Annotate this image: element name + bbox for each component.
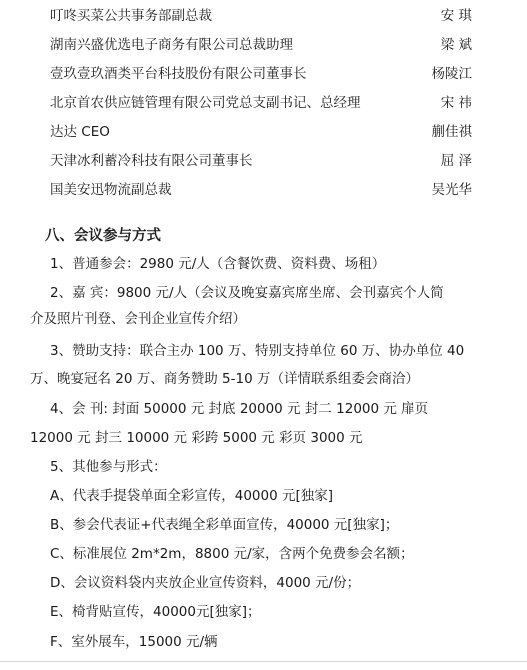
guest-name: 梁 斌 [440, 37, 472, 53]
guest-row [50, 92, 480, 114]
paragraph-line: 万、晚宴冠名 20 万、商务赞助 5-10 万（详情联系组委会商洽） [30, 371, 419, 387]
paragraph-line: D、会议资料袋内夹放企业宣传资料，4000 元/份； [50, 575, 361, 591]
paragraph-line: 2、嘉 宾：9800 元/人（会议及晚宴嘉宾席坐席、会刊嘉宾个人简 [50, 285, 444, 301]
guest-name: 安 琪 [440, 8, 472, 24]
paragraph-line: A、代表手提袋单面全彩宣传，40000 元[独家] [50, 488, 334, 504]
guest-name: 蒯佳祺 [431, 124, 472, 140]
guest-name: 屈 泽 [440, 153, 472, 169]
guest-title: 天津冰利蓄冷科技有限公司董事长 [50, 153, 253, 169]
guest-row [50, 63, 480, 85]
guest-title: 叮咚买菜公共事务部副总裁 [50, 8, 212, 24]
paragraph-line: 4、会 刊: 封面 50000 元 封底 20000 元 封二 12000 元 扉页 [50, 401, 429, 417]
paragraph-line: B、参会代表证+代表绳全彩单面宣传，40000 元[独家]； [50, 517, 399, 533]
paragraph-line: 介及照片刊登、会刊企业宣传介绍） [30, 311, 246, 327]
guest-title: 国美安迅物流副总裁 [50, 182, 172, 198]
paragraph-line: 12000 元 封三 10000 元 彩跨 5000 元 彩页 3000 元 [30, 430, 363, 446]
guest-row [50, 5, 480, 27]
guest-title: 湖南兴盛优选电子商务有限公司总裁助理 [50, 37, 293, 53]
guest-title: 达达 CEO [50, 124, 110, 140]
guest-row [50, 150, 480, 172]
page-divider [0, 661, 527, 662]
guest-name: 宋 祎 [440, 95, 472, 111]
guest-row [50, 121, 480, 143]
paragraph-line: C、标准展位 2m*2m，8800 元/家，含两个免费参会名额； [50, 546, 414, 562]
paragraph-line: F、室外展车，15000 元/辆 [50, 634, 218, 650]
paragraph-line: 3、赞助支持：联合主办 100 万、特别支持单位 60 万、协办单位 40 [50, 343, 465, 359]
paragraph-line: E、椅背贴宣传，40000元[独家]； [50, 604, 261, 620]
guest-name: 杨陵江 [431, 66, 472, 82]
guest-row [50, 179, 480, 201]
guest-name: 吴光华 [431, 182, 472, 198]
guest-title: 壹玖壹玖酒类平台科技股份有限公司董事长 [50, 66, 307, 82]
paragraph-line: 1、普通参会：2980 元/人（含餐饮费、资料费、场租） [50, 256, 386, 272]
guest-title: 北京首农供应链管理有限公司党总支副书记、总经理 [50, 95, 361, 111]
paragraph-line: 5、其他参与形式： [50, 459, 167, 475]
guest-row [50, 34, 480, 56]
section-heading: 八、会议参与方式 [45, 228, 161, 244]
